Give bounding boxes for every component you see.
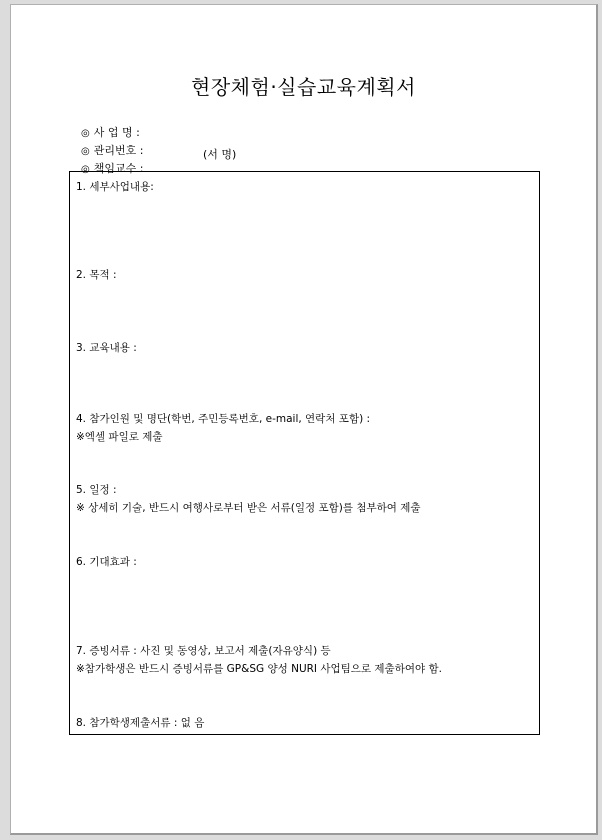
double-circle-bullet-icon: ◎ xyxy=(81,146,90,157)
meta-label: 사 업 명 : xyxy=(93,126,140,139)
meta-label: 책임교수 : xyxy=(93,162,144,175)
document-title: 현장체험·실습교육계획서 xyxy=(191,75,416,99)
section-5-note: ※ 상세히 기술, 반드시 여행사로부터 받은 서류(일정 포함)를 첨부하여 제출 xyxy=(76,502,421,514)
double-circle-bullet-icon: ◎ xyxy=(81,128,90,139)
double-circle-bullet-icon: ◎ xyxy=(81,164,90,175)
section-1-heading: 1. 세부사업내용: xyxy=(76,181,154,193)
section-6-heading: 6. 기대효과 : xyxy=(76,556,137,568)
section-7-heading: 7. 증빙서류 : 사진 및 동영상, 보고서 제출(자유양식) 등 xyxy=(76,645,331,657)
section-8-heading: 8. 참가학생제출서류 : 없 음 xyxy=(76,717,205,729)
section-4-note: ※엑셀 파일로 제출 xyxy=(76,431,163,443)
section-7-note: ※참가학생은 반드시 증빙서류를 GP&SG 양성 NURI 사업팀으로 제출하여야 함. xyxy=(76,663,442,675)
plan-content-box xyxy=(69,171,540,735)
signature-label: (서 명) xyxy=(203,148,237,161)
section-3-heading: 3. 교육내용 : xyxy=(76,342,137,354)
section-5-heading: 5. 일정 : xyxy=(76,484,117,496)
section-2-heading: 2. 목적 : xyxy=(76,269,117,281)
section-4-heading: 4. 참가인원 및 명단(학번, 주민등록번호, e-mail, 연락처 포함) : xyxy=(76,413,371,425)
meta-label: 관리번호 : xyxy=(93,144,144,157)
document-page xyxy=(10,4,598,835)
